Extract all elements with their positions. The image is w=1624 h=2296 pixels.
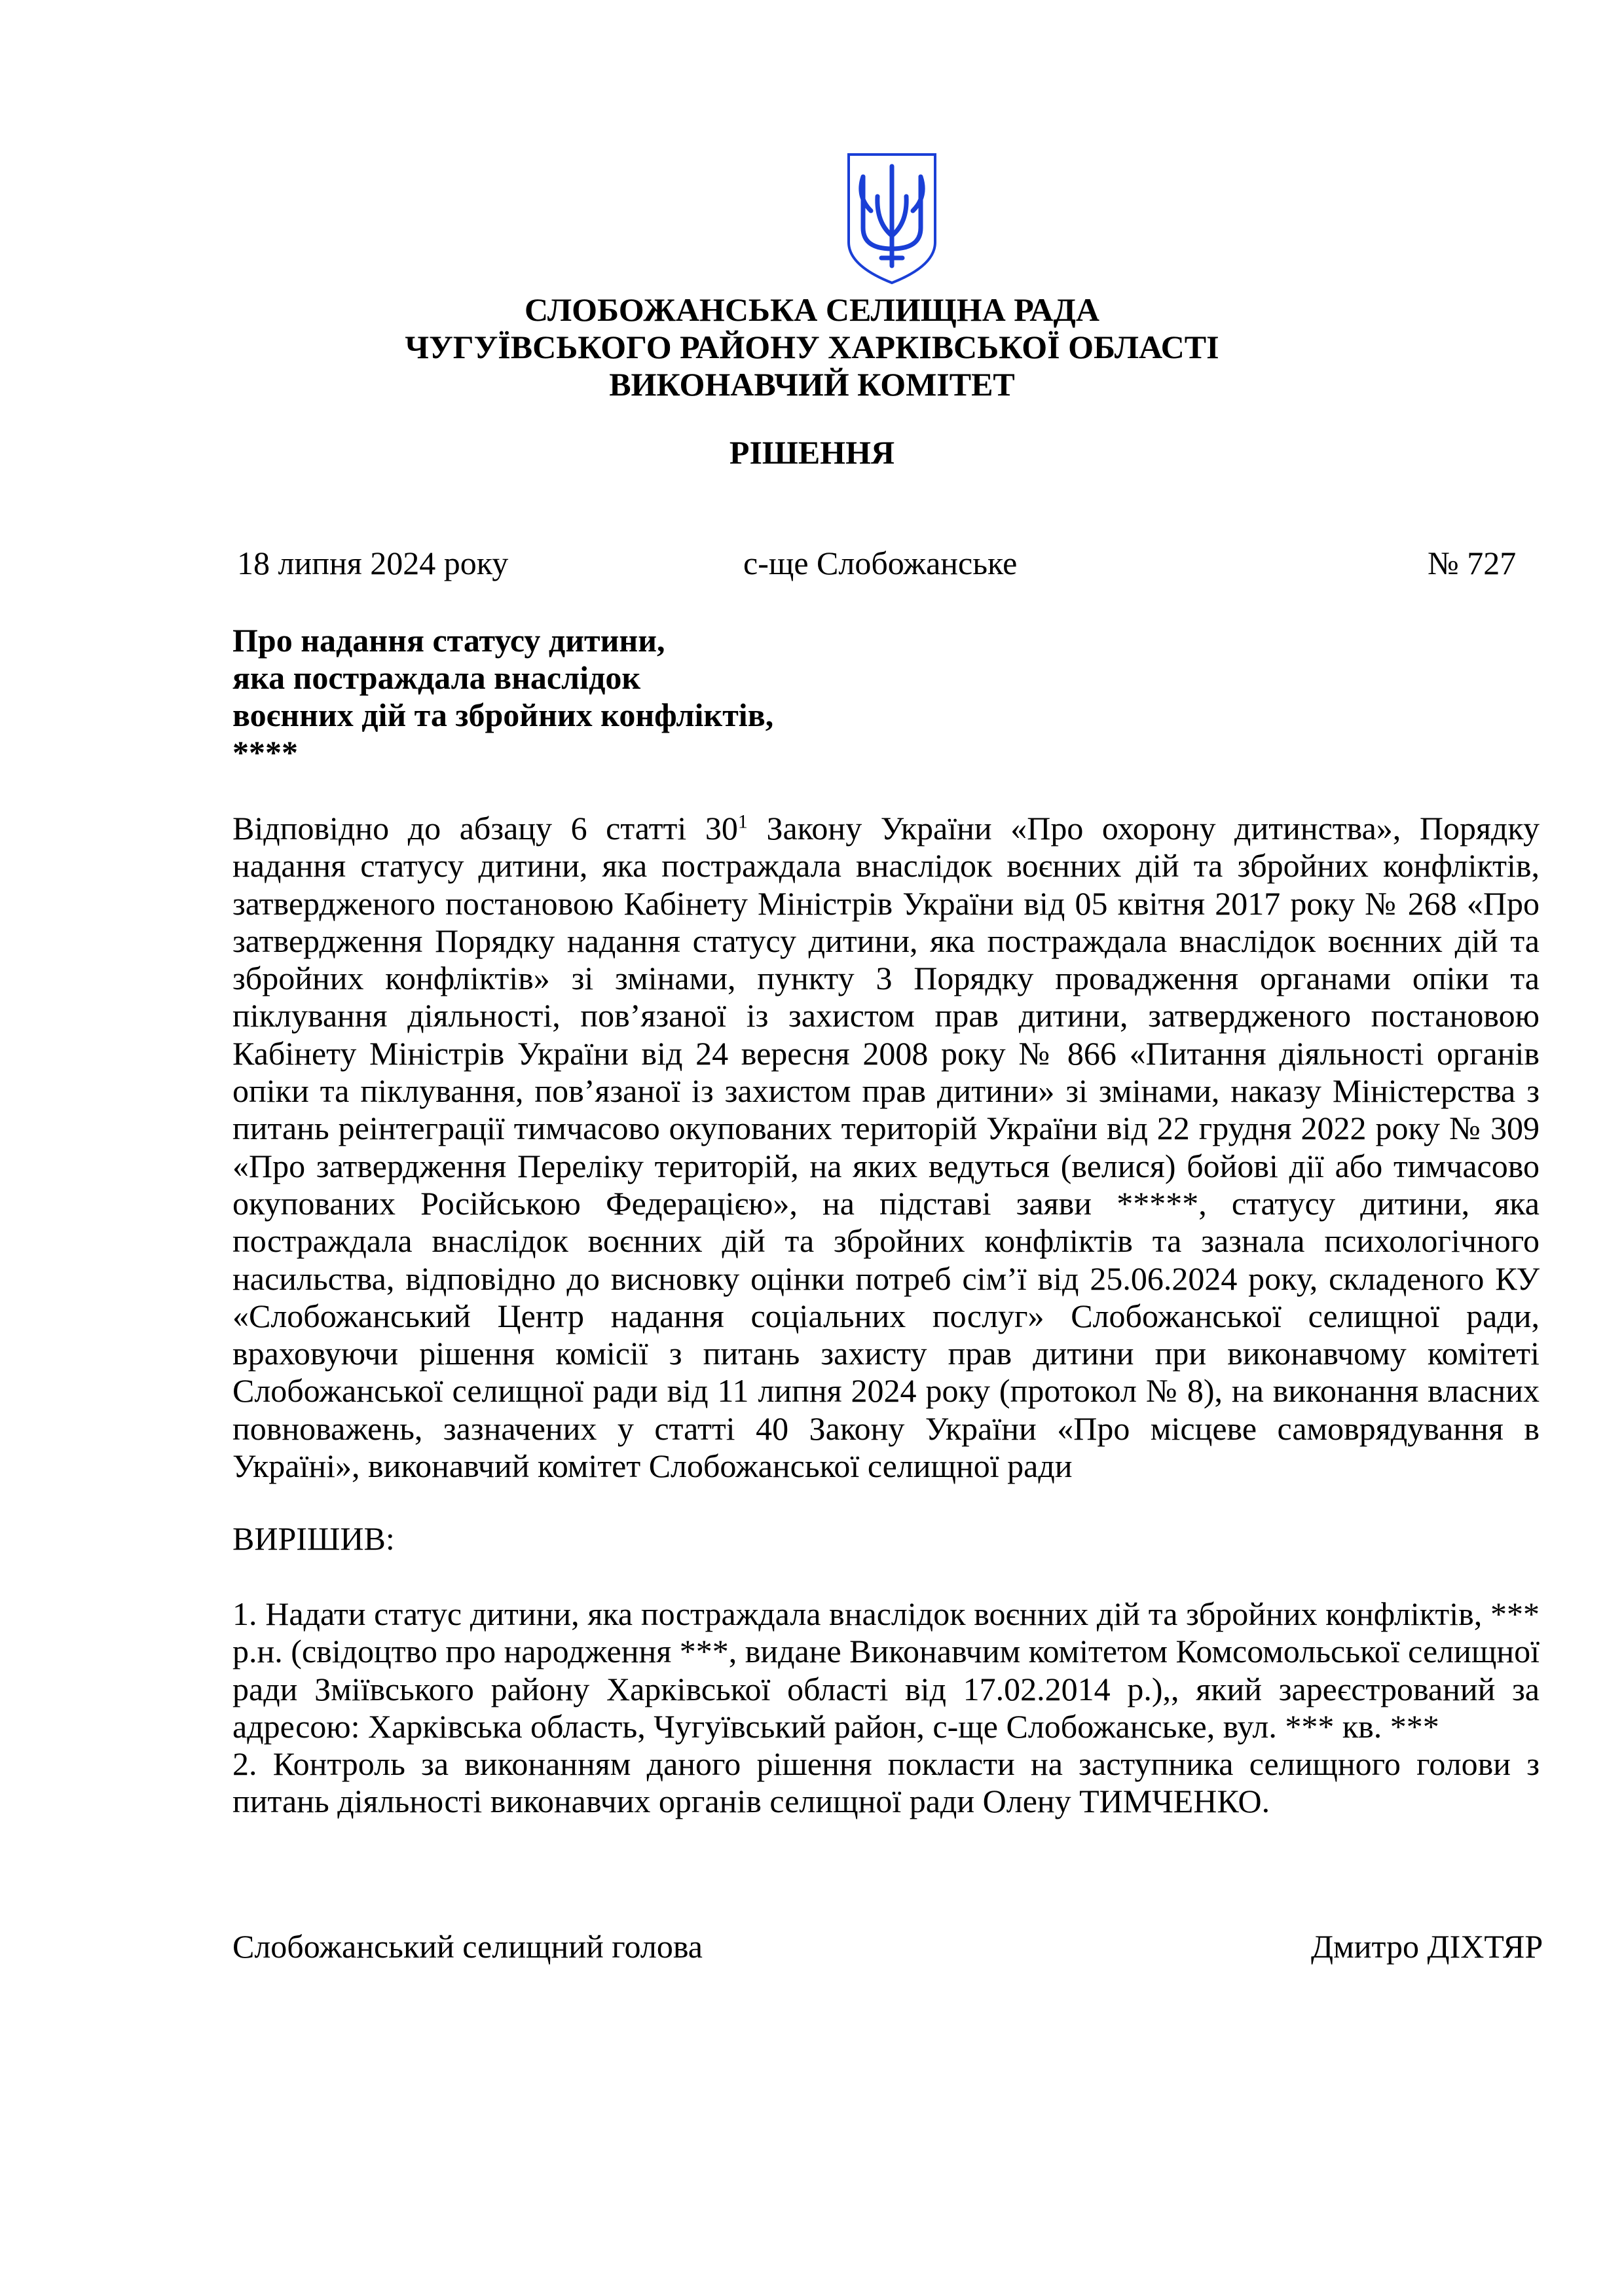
header-line-committee: ВИКОНАВЧИЙ КОМІТЕТ	[609, 366, 1015, 403]
signatory-name: Дмитро ДІХТЯР	[1311, 1928, 1543, 1965]
signatory-position: Слобожанський селищний голова	[232, 1928, 703, 1965]
decision-date: 18 липня 2024 року	[237, 545, 509, 581]
preamble-text-rest: Закону України «Про охорону дитинства», Порядку надання статусу дитини, яка постраждала внаслідок воєнних дій та збройних конфліктів, затвердженого постановою Кабінету Міністрів України від 05 квітня 2017 року № 268 «Про затвердження Порядку надання статусу дитини, яка постраждала внаслідок воєнних дій та збройних конфліктів» зі змінами, пункту 3 Порядку провадження органами опіки та піклування діяльності, пов’язаної із захистом прав дитини, затвердженого постановою Кабінету Міністрів України від 24 вересня 2008 року № 866 «Питання діяльності органів опіки та піклування, пов’язаної із захистом прав дитини» зі змінами, наказу Міністерства з питань реінтеграції тимчасово окупованих територій України від 22 грудня 2022 року № 309 «Про затвердження Переліку територій, на яких ведуться (велися) бойові дії або тимчасово окупованих Російською Федерацією», на підставі заяви *****, статусу дитини, яка постраждала внаслідок воєнних дій та збройних конфліктів та зазнала психологічного насильства, відповідно до висновку оцінки потреб сім’ї від 25.06.2024 року, складеного КУ «Слобожанський Центр надання соціальних послуг» Слобожанської селищної ради, враховуючи рішення комісії з питань захисту прав дитини при виконавчому комітеті Слобожанської селищної ради від 11 липня 2024 року (протокол № 8), на виконання власних повноважень, зазначених у статті 40 Закону України «Про місцеве самоврядування в Україні», виконавчий комітет Слобожанської селищної ради	[232, 810, 1540, 1485]
decision-number: № 727	[1428, 545, 1517, 581]
preamble-text-start: Відповідно до абзацу 6 статті 30	[232, 810, 738, 847]
decision-point: 1. Надати статус дитини, яка постраждала внаслідок воєнних дій та збройних конфліктів, *** р.н. (свідоцтво про народження ***, видане Виконавчим комітетом Комсомольської селищної ради Зміївського району Харківської області від 17.02.2014 р.),, який зареєстрований за адресою: Харківська область, Чугуївський район, с-ще Слобожанське, вул. *** кв. ***	[232, 1595, 1540, 1745]
document-type-title: РІШЕННЯ	[729, 434, 895, 471]
subject-line: ****	[232, 734, 298, 771]
preamble-paragraph	[232, 810, 1540, 1485]
decided-label: ВИРІШИВ:	[232, 1520, 395, 1557]
article-superscript: 1	[737, 811, 748, 833]
decision-subject	[232, 622, 773, 771]
decision-points	[232, 1595, 1540, 1821]
subject-line: яка постраждала внаслідок	[232, 659, 641, 696]
decision-place: с-ще Слобожанське	[743, 545, 1018, 581]
ukraine-trident-coat-of-arms-icon	[843, 151, 940, 285]
header-line-council: СЛОБОЖАНСЬКА СЕЛИЩНА РАДА	[525, 291, 1099, 328]
subject-line: Про надання статусу дитини,	[232, 622, 665, 659]
subject-line: воєнних дій та збройних конфліктів,	[232, 697, 774, 733]
header-line-district: ЧУГУЇВСЬКОГО РАЙОНУ ХАРКІВСЬКОЇ ОБЛАСТІ	[405, 329, 1219, 365]
organization-header	[0, 291, 1624, 403]
decision-point: 2. Контроль за виконанням даного рішення покласти на заступника селищного голови з питань діяльності виконавчих органів селищної ради Олену ТИМЧЕНКО.	[232, 1745, 1540, 1820]
